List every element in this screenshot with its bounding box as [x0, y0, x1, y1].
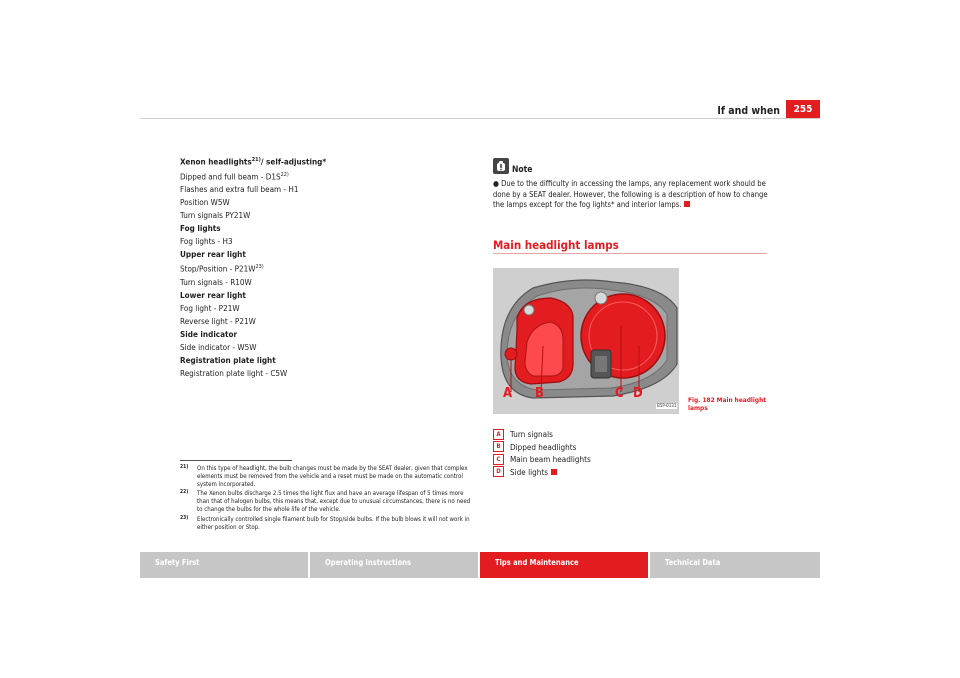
section-divider — [493, 253, 767, 254]
figure-code: B5P-0131 — [657, 404, 677, 409]
legend-label: Turn signals — [510, 429, 553, 439]
fog-item: Fog lights - H3 — [180, 236, 233, 247]
lower-rear-heading: Lower rear light — [180, 290, 246, 301]
headlight-figure — [493, 268, 679, 414]
figure-caption: Fig. 182 Main headlight lamps — [688, 396, 767, 412]
turn-front-item: Turn signals PY21W — [180, 210, 251, 221]
note-body: ● Due to the difficulty in accessing the lamps, any replacement work should be done by a SEAT dealer. However, the following is a description of how to change the lamps except for the fog lights* and interior lamps. — [493, 179, 768, 209]
xenon-heading: Xenon headlights$^{21)}$/ self-adjusting* — [180, 156, 327, 167]
footnote: 23) Electronically controlled single filament bulb for Stop/side bulbs. If the bulb blows it will not work in either position or Stop. — [180, 514, 470, 531]
legend-key: D — [493, 466, 504, 477]
tab-tips-and-maintenance[interactable]: Tips and Maintenance — [480, 552, 648, 578]
tab-safety-first[interactable]: Safety First — [140, 552, 308, 578]
section-title: Main headlight lamps — [493, 238, 619, 252]
tab-operating-instructions[interactable]: Operating instructions — [310, 552, 478, 578]
legend-label: Main beam headlights — [510, 454, 591, 464]
legend-key: A — [493, 429, 504, 440]
end-marker-icon — [551, 469, 557, 475]
upper-rear-heading: Upper rear light — [180, 249, 246, 260]
legend-row — [493, 428, 591, 441]
tab-technical-data[interactable]: Technical Data — [650, 552, 820, 578]
footnotes — [180, 465, 475, 533]
reverse-item: Reverse light - P21W — [180, 316, 256, 327]
flashes-item: Flashes and extra full beam - H1 — [180, 184, 299, 195]
footnote: 21) On this type of headlight, the bulb changes must be made by the SEAT dealer, given that complex elements must be removed from the vehicle and a reset must be made on the automatic control system incorporated. — [180, 464, 468, 489]
end-marker-icon — [684, 201, 690, 207]
side-heading: Side indicator — [180, 329, 238, 340]
legend-row — [493, 453, 591, 466]
legend-label: Side lights — [510, 466, 548, 477]
position-item: Position W5W — [180, 197, 230, 208]
stop-position-item: Stop/Position - $P21W^{23)}$ — [180, 264, 264, 275]
dipped-full-item: Dipped and full beam - $D1S^{22)}$ — [180, 171, 289, 182]
callout-c: C — [615, 386, 624, 401]
callout-a: A — [503, 386, 513, 401]
header-divider — [140, 118, 820, 119]
page-header-title: If and when — [717, 105, 780, 117]
bulb-list — [180, 154, 480, 380]
plate-item: Registration plate light - C5W — [180, 368, 288, 379]
page-number-badge: 255 — [786, 100, 820, 119]
note-title: Note — [512, 165, 533, 175]
legend-key: C — [493, 454, 504, 465]
callout-d: D — [633, 386, 643, 401]
footnote-rule — [180, 460, 292, 461]
bullet-icon: ● — [493, 179, 502, 188]
legend-label: Dipped headlights — [510, 441, 577, 452]
figure-legend — [493, 428, 591, 478]
fog-rear-item: Fog light - P21W — [180, 303, 240, 314]
fog-heading: Fog lights — [180, 223, 221, 234]
footnote: 22) The Xenon bulbs discharge 2.5 times the light flux and have an average lifespan of 5 times more than that of halogen bulbs, this means that, except due to unusual circumstances, there is no need to change the bulbs for the whole life of the vehicle. — [180, 489, 471, 514]
legend-key: B — [493, 441, 504, 452]
legend-row — [493, 441, 591, 454]
turn-rear-item: Turn signals - R10W — [180, 277, 252, 288]
note-icon — [493, 158, 509, 174]
callout-b: B — [535, 386, 544, 401]
side-item: Side indicator - W5W — [180, 342, 257, 353]
legend-row — [493, 466, 591, 479]
plate-heading: Registration plate light — [180, 355, 276, 366]
